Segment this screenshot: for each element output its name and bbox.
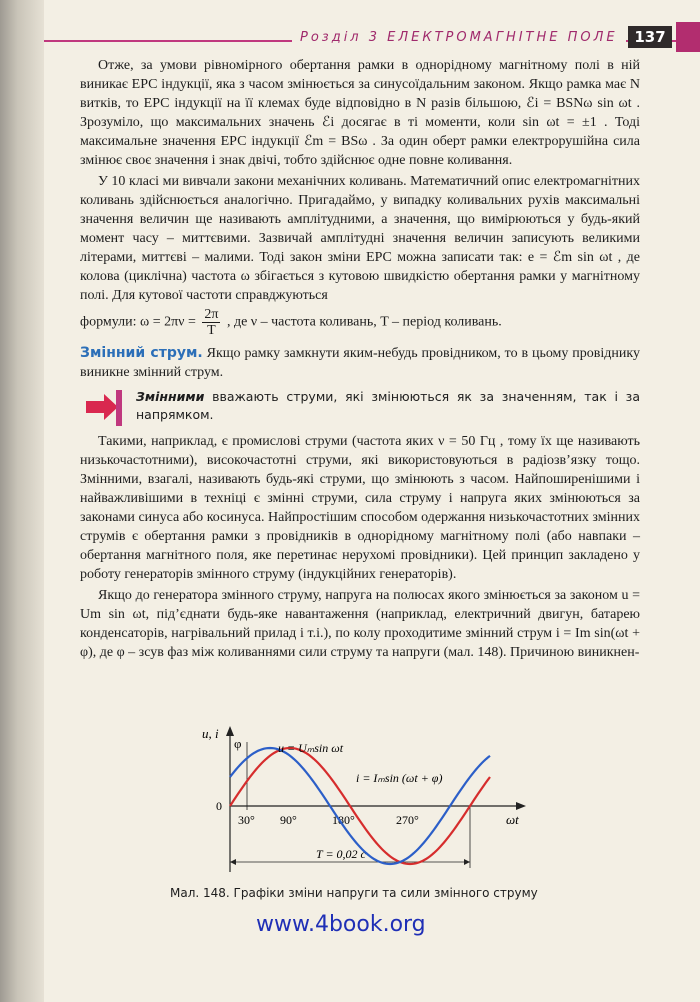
tick-label-270: 270° [396, 813, 419, 827]
definition-box [80, 388, 640, 424]
definition-bar [116, 390, 122, 426]
paragraph-industrial-currents: Такими, наприклад, є промислові струми (частота яких ν = 50 Гц , тому їх ще називають низькочастотними), високочастотні струми, які використовуються в радіозв’язку тощо. Змінними, взагалі, називають будь-які струми, що змінюють з часом. Найпоширенішими і найважливішими в техніці є змінні струми, сила струму і напруга яких змінюються за законами синуса або косинуса. Найпростішим способом одержання низькочастотних змінних струмів є обертання рамки з провідників в однорідному магнітному полі (або навпаки – обертання магнітного поля, яке перетинає нерухомі провідники). Цей принцип закладено у роботу генераторів змінного струму (індукційних генераторів). [80, 434, 640, 582]
section-title: Розділ 3 ЕЛЕКТРОМАГНІТНЕ ПОЛЕ [292, 30, 626, 45]
tick-label-180: 180° [332, 813, 355, 827]
x-axis-label: ωt [506, 812, 519, 827]
formula-prefix: формули: [80, 314, 137, 330]
page-number: 137 [628, 26, 672, 48]
period-arrow-right [464, 859, 470, 865]
tick-label-30: 30° [238, 813, 255, 827]
x-axis-arrow [516, 802, 526, 810]
formula-suffix: , де ν – частота коливань, T – період коливань. [226, 314, 502, 330]
page-header [44, 22, 700, 56]
sine-chart [190, 722, 540, 892]
paragraph-generator: Якщо до генератора змінного струму, напруга на полюсах якого змінюється за законом u = Um sin ωt, під’єднати будь-яке навантаження (наприклад, електричний двигун, батарею конденсаторів, нагрівальний прилад і т.і.), по колу проходитиме змінний струм i = Im sin(ωt + φ), де φ – зсув фаз між коливаннями сили струму та напруги (мал. 148). Причиною виникнен- [80, 588, 640, 660]
fraction-denominator: T [207, 323, 216, 338]
keyword-alternating-current: Змінний струм. [80, 345, 203, 361]
series-voltage-label: u = Uₘsin ωt [278, 741, 344, 755]
book-spine-shadow [0, 0, 44, 1002]
main-text [80, 56, 640, 664]
phase-label: φ [234, 736, 242, 751]
fraction-numerator: 2π [204, 307, 219, 322]
figure-caption: Мал. 148. Графіки зміни напруги та сили змінного струму [170, 886, 538, 900]
watermark-link[interactable]: www.4book.org [256, 912, 426, 937]
formula-omega: ω = 2πν = [139, 314, 196, 330]
paragraph-ac-text: Якщо рамку замкнути яким-небудь провідником, то в цьому провіднику виникне змінний струм. [80, 346, 641, 380]
y-axis-label: u, i [202, 726, 219, 741]
period-label: T = 0,02 с [316, 847, 366, 861]
formula-line [80, 307, 640, 338]
tick-label-0: 0 [216, 799, 222, 813]
series-current-label: i = Iₘsin (ωt + φ) [356, 771, 443, 785]
chapter-tab [676, 22, 700, 52]
definition-term: Змінними [136, 389, 205, 404]
tick-label-90: 90° [280, 813, 297, 827]
paragraph-emf: Отже, за умови рівномірного обертання рамки в однорідному магнітному полі в ній виникає ЕРС індукції, яка з часом змінюється за синусоїдальним законом. Якщо рамка має N витків, то ЕРС індукції на її клемах буде відповідно в N разів більшою, ℰi = BSNω sin ωt . Зрозуміло, що максимальних значень ℰi досягає в ті моменти, коли sin ωt = ±1 . Тоді максимальне значення ЕРС індукції ℰm = BSω . За один оберт рамки електрорушійна сила змінює своє значення і знак двічі, тобто здійснює одне повне коливання. [80, 58, 640, 168]
paragraph-oscillations: У 10 класі ми вивчали закони механічних коливань. Математичний опис електромагнітних коливань здійснюється аналогічно. Пригадаймо, у випадку коливальних рухів максимальні значення величин ще називають амплітудними, а значення, що вимірюються у будь-який момент часу – миттєвими. Зазвичай амплітудні значення величин записують великими літерами, миттєві – малими. Тоді закон зміни ЕРС можна записати так: e = ℰm sin ωt , де колова (циклічна) частота ω збігається з кутовою швидкістю обертання рамки у магнітному полі. Для кутової частоти справджуються [80, 174, 640, 303]
period-arrow-left [230, 859, 236, 865]
fraction-2pi-over-t [202, 307, 220, 338]
definition-text: вважають струми, які змінюються як за значенням, так і за напрямком. [136, 389, 640, 422]
paragraph-alternating-current [80, 344, 640, 382]
y-axis-arrow [226, 726, 234, 736]
